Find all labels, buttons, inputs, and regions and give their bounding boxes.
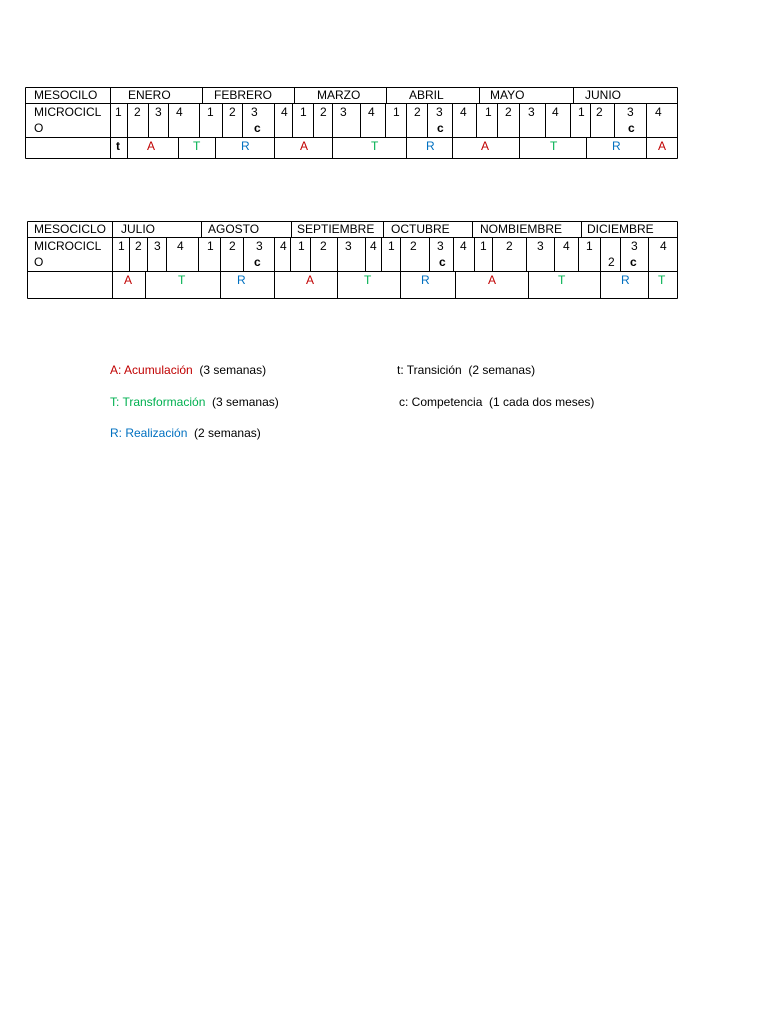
microciclo-label-wrap: O: [34, 255, 44, 269]
month-header: OCTUBRE: [391, 222, 450, 236]
week-number: 4: [368, 105, 375, 119]
phase-transition: t: [116, 139, 120, 153]
month-header: ENERO: [128, 88, 171, 102]
phase-accumulation: A: [147, 139, 156, 153]
week-number: 1: [393, 105, 400, 119]
week-number: 4: [460, 239, 467, 253]
competition-mark: c: [630, 255, 637, 269]
month-header: FEBRERO: [214, 88, 273, 102]
week-number: 1: [118, 239, 125, 253]
legend-item-realization: [110, 426, 261, 440]
phase-accumulation: A: [300, 139, 309, 153]
month-header: MARZO: [317, 88, 361, 102]
legend-key: A: Acumulación: [110, 363, 193, 377]
week-number: 3: [345, 239, 352, 253]
week-number: 1: [207, 239, 214, 253]
week-number: 4: [460, 105, 467, 119]
phase-transformation: T: [550, 139, 558, 153]
legend-item-transformation: [110, 395, 279, 409]
phase-realization: R: [237, 273, 246, 287]
legend-desc: (3 semanas): [212, 395, 279, 409]
mesociclo-label: MESOCICLO: [34, 222, 107, 236]
month-header: AGOSTO: [208, 222, 260, 236]
week-number: 4: [563, 239, 570, 253]
microciclo-label: MICROCICL: [34, 239, 102, 253]
week-number: 1: [115, 105, 122, 119]
phase-transformation: T: [658, 273, 666, 287]
week-number: 3: [155, 105, 162, 119]
phase-transformation: T: [371, 139, 379, 153]
week-number: 2: [320, 105, 327, 119]
legend-key: c: Competencia: [399, 395, 483, 409]
week-number: 2: [320, 239, 327, 253]
microciclo-label-wrap: O: [34, 121, 44, 135]
phase-realization: R: [241, 139, 250, 153]
week-number: 1: [586, 239, 593, 253]
phase-realization: R: [621, 273, 630, 287]
legend-desc: (2 semanas): [468, 363, 536, 377]
legend-key: t: Transición: [397, 363, 462, 377]
legend-item-transition: [397, 363, 535, 377]
mesociclo-label: MESOCILO: [34, 88, 98, 102]
week-number: 2: [505, 105, 512, 119]
week-number: 4: [177, 239, 184, 253]
week-number: 4: [655, 105, 662, 119]
phase-realization: R: [612, 139, 621, 153]
competition-mark: c: [439, 255, 446, 269]
legend-item-competition: [399, 395, 594, 409]
week-number: 3: [631, 239, 638, 253]
week-number: 4: [370, 239, 377, 253]
month-header: MAYO: [490, 88, 525, 102]
week-number: 3: [528, 105, 535, 119]
month-header: ABRIL: [409, 88, 444, 102]
week-number: 2: [134, 105, 141, 119]
competition-mark: c: [437, 121, 444, 135]
week-number: 3: [437, 239, 444, 253]
legend-key: R: Realización: [110, 426, 188, 440]
week-number: 3: [537, 239, 544, 253]
phase-accumulation: A: [488, 273, 497, 287]
week-number: 1: [480, 239, 487, 253]
week-number: 1: [485, 105, 492, 119]
week-number: 3: [627, 105, 634, 119]
month-header: NOMBIEMBRE: [480, 222, 563, 236]
legend-key: T: Transformación: [110, 395, 206, 409]
week-number: 1: [578, 105, 585, 119]
week-number: 2: [596, 105, 603, 119]
phase-accumulation: A: [124, 273, 133, 287]
week-number: 3: [340, 105, 347, 119]
week-number: 2: [506, 239, 513, 253]
phase-accumulation: A: [481, 139, 490, 153]
month-header: JUNIO: [585, 88, 621, 102]
week-number: 3: [251, 105, 258, 119]
legend-desc: (3 semanas): [199, 363, 267, 377]
week-number: 2: [229, 105, 236, 119]
competition-mark: c: [254, 255, 261, 269]
week-number: 2: [414, 105, 421, 119]
phase-transformation: T: [178, 273, 186, 287]
week-number: 1: [207, 105, 214, 119]
phase-transformation: T: [364, 273, 372, 287]
week-number: 3: [154, 239, 161, 253]
phase-realization: R: [421, 273, 430, 287]
week-number: 4: [281, 105, 288, 119]
week-number: 2: [410, 239, 417, 253]
week-number: 2: [608, 255, 615, 269]
week-number: 3: [256, 239, 263, 253]
phase-transformation: T: [558, 273, 566, 287]
week-number: 1: [298, 239, 305, 253]
week-number: 4: [176, 105, 183, 119]
week-number: 1: [300, 105, 307, 119]
phase-accumulation: A: [306, 273, 315, 287]
phase-realization: R: [426, 139, 435, 153]
legend-desc: (2 semanas): [194, 426, 261, 440]
week-number: 3: [436, 105, 443, 119]
month-header: JULIO: [121, 222, 156, 236]
month-header: SEPTIEMBRE: [297, 222, 375, 236]
week-number: 4: [660, 239, 667, 253]
microciclo-label: MICROCICL: [34, 105, 102, 119]
week-number: 1: [388, 239, 395, 253]
week-number: 4: [280, 239, 287, 253]
legend-item-accumulation: [110, 363, 266, 377]
competition-mark: c: [254, 121, 261, 135]
week-number: 2: [229, 239, 236, 253]
phase-transformation: T: [193, 139, 201, 153]
phase-accumulation: A: [658, 139, 667, 153]
week-number: 2: [135, 239, 142, 253]
competition-mark: c: [628, 121, 635, 135]
week-number: 4: [552, 105, 559, 119]
legend-desc: (1 cada dos meses): [489, 395, 595, 409]
month-header: DICIEMBRE: [587, 222, 654, 236]
